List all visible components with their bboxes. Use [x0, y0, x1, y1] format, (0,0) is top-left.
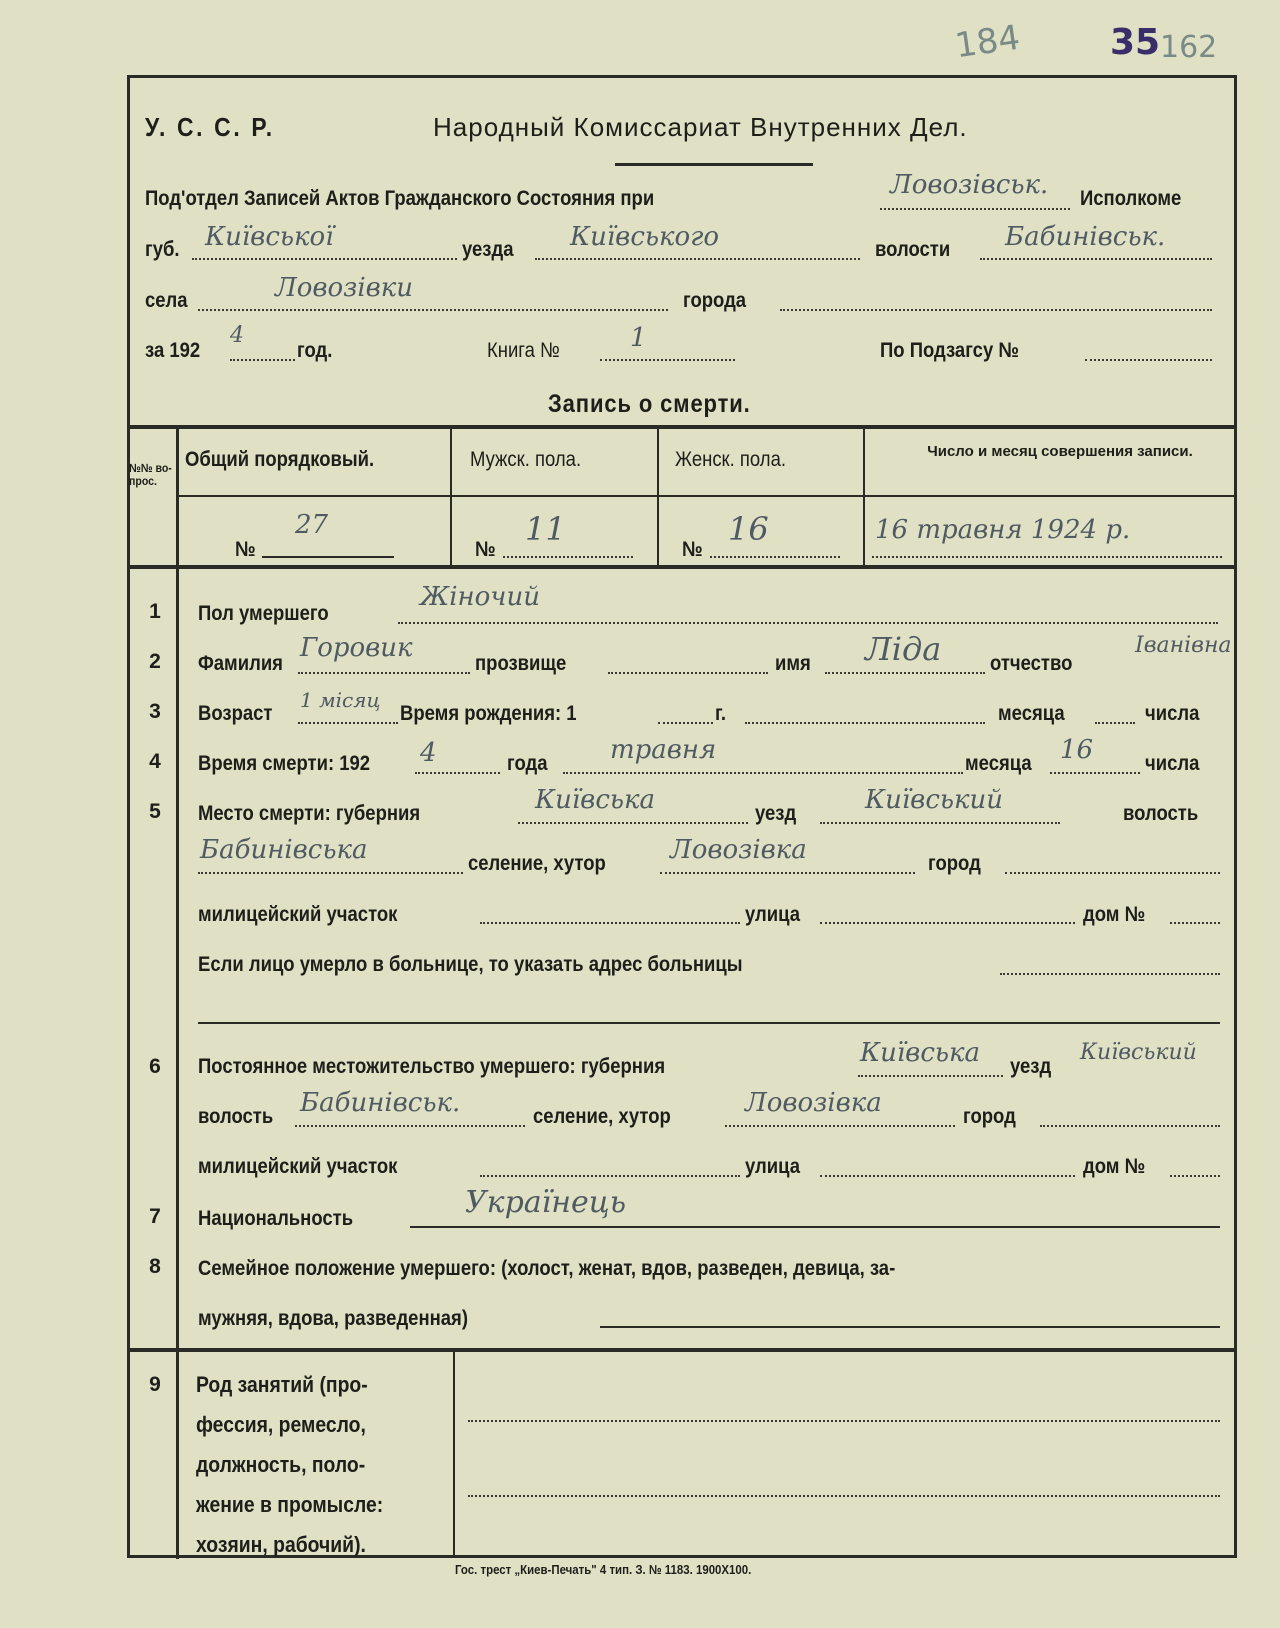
marital-status-label-cont: мужняя, вдова, разведенная) — [198, 1307, 468, 1330]
gorod-label: города — [683, 289, 747, 312]
marital-status-label: Семейное положение умершего: (холост, женат, вдов, разведен, девица, за- — [198, 1257, 896, 1280]
col-record-date: Число и месяц совершения записи. — [927, 443, 1193, 460]
female-number-value: 16 — [728, 510, 769, 548]
row-number: 2 — [149, 650, 161, 673]
birth-label: Время рождения: 1 — [400, 702, 577, 725]
occupation-line: жение в промысле: — [196, 1492, 384, 1517]
death-year-suffix: года — [507, 752, 548, 775]
death-selo-value: Ловозівка — [670, 835, 807, 865]
row-number: 1 — [149, 600, 161, 623]
birth-month-label: месяца — [998, 702, 1065, 725]
year-label: за 192 — [145, 339, 201, 362]
general-number-value: 27 — [295, 510, 329, 540]
sex-value: Жіночий — [420, 582, 540, 612]
no-sign-3: № — [682, 538, 703, 561]
row-number: 9 — [149, 1373, 161, 1396]
residence-militia-label: милицейский участок — [198, 1155, 398, 1178]
archive-ink-number: 35 — [1110, 22, 1161, 63]
death-day-value: 16 — [1060, 735, 1094, 765]
book-label: Книга № — [487, 339, 560, 362]
selo-value: Ловозівки — [275, 273, 414, 303]
patronymic-label: отчество — [990, 652, 1073, 675]
residence-label: Постоянное местожительство умершего: губерния — [198, 1055, 666, 1078]
volost-label: волости — [875, 238, 951, 261]
residence-uezd-value: Київський — [1080, 1040, 1197, 1065]
age-label: Возраст — [198, 702, 273, 725]
residence-volost-value: Бабинівськ. — [300, 1088, 461, 1118]
birth-day-label: числа — [1145, 702, 1200, 725]
nationality-label: Национальность — [198, 1207, 354, 1230]
death-volost-label: волость — [1123, 802, 1199, 825]
gub-label: губ. — [145, 238, 180, 261]
row-number: 8 — [149, 1255, 161, 1278]
gub-value: Київської — [205, 222, 334, 252]
birth-year-suffix: г. — [715, 702, 726, 725]
hospital-label: Если лицо умерло в больнице, то указать адрес больницы — [198, 953, 743, 976]
uezd-value: Київського — [570, 222, 720, 252]
name-value: Ліда — [865, 630, 942, 668]
death-gub-value: Київська — [535, 785, 656, 815]
death-house-label: дом № — [1083, 903, 1146, 926]
patronymic-value: Іванівна — [1135, 633, 1232, 658]
occupation-line: Род занятий (про- — [196, 1372, 368, 1397]
archive-pencil-number: 184 — [952, 17, 1023, 67]
death-selo-label: селение, хутор — [468, 852, 606, 875]
death-month-value: травня — [610, 735, 717, 765]
no-sign-2: № — [475, 538, 496, 561]
surname-value: Горовик — [300, 633, 413, 663]
row-number: 3 — [149, 700, 161, 723]
book-value: 1 — [630, 323, 647, 353]
residence-volost-label: волость — [198, 1105, 274, 1128]
death-place-label: Место смерти: губерния — [198, 802, 421, 825]
death-month-label: месяца — [965, 752, 1032, 775]
surname-label: Фамилия — [198, 652, 283, 675]
title-rule — [615, 163, 813, 166]
residence-uezd-label: уезд — [1010, 1055, 1052, 1078]
subdept-value: Ловозівськ. — [890, 170, 1049, 200]
col-general-number: Общий порядковый. — [185, 448, 375, 471]
residence-selo-label: селение, хутор — [533, 1105, 671, 1128]
question-number-header: №№ во-прос. — [129, 461, 172, 488]
residence-gub-value: Київська — [860, 1038, 981, 1068]
death-gorod-label: город — [928, 852, 981, 875]
volost-value: Бабинівськ. — [1005, 222, 1166, 252]
nickname-label: прозвище — [475, 652, 567, 675]
record-date-value: 16 травня 1924 р. — [875, 515, 1131, 545]
commissariat-title: Народный Комиссариат Внутренних Дел. — [433, 112, 968, 142]
residence-selo-value: Ловозівка — [745, 1088, 882, 1118]
row-number: 4 — [149, 750, 161, 773]
death-year-value: 4 — [420, 738, 437, 768]
sex-label: Пол умершего — [198, 602, 329, 625]
occupation-line: фессия, ремесло, — [196, 1412, 366, 1437]
death-militia-label: милицейский участок — [198, 903, 398, 926]
nationality-value: Українець — [465, 1185, 627, 1220]
death-uezd-label: уезд — [755, 802, 797, 825]
death-time-label: Время смерти: 192 — [198, 752, 371, 775]
row-number: 6 — [149, 1055, 161, 1078]
occupation-label — [196, 1365, 434, 1565]
record-title: Запись о смерти. — [548, 390, 751, 418]
death-volost-value: Бабинівська — [200, 835, 368, 865]
selo-label: села — [145, 289, 188, 312]
name-label: имя — [775, 652, 811, 675]
row-number: 7 — [149, 1205, 161, 1228]
death-street-label: улица — [745, 903, 800, 926]
death-day-label: числа — [1145, 752, 1200, 775]
residence-gorod-label: город — [963, 1105, 1016, 1128]
archive-ink-sub: 162 — [1160, 30, 1218, 65]
death-uezd-value: Київський — [865, 785, 1004, 815]
col-female: Женск. пола. — [675, 448, 786, 471]
no-sign-1: № — [235, 538, 256, 561]
occupation-line: хозяин, рабочий). — [196, 1532, 366, 1557]
age-value: 1 місяц — [300, 688, 381, 712]
podzags-label: По Подзагсу № — [880, 339, 1019, 362]
occupation-line: должность, поло- — [196, 1452, 366, 1477]
male-number-value: 11 — [525, 510, 566, 548]
uezd-label: уезда — [462, 238, 514, 261]
residence-house-label: дом № — [1083, 1155, 1146, 1178]
republic-title: У. С. С. Р. — [145, 112, 275, 142]
ispolkom-label: Исполкоме — [1080, 187, 1182, 210]
year-value: 4 — [230, 323, 244, 348]
printer-imprint: Гос. трест „Киев-Печать" 4 тип. З. № 1183. 1900Х100. — [455, 1562, 752, 1577]
subdept-label: Под'отдел Записей Актов Гражданского Состояния при — [145, 187, 655, 210]
row-number: 5 — [149, 800, 161, 823]
residence-street-label: улица — [745, 1155, 800, 1178]
col-male: Мужск. пола. — [470, 448, 582, 471]
god-label: год. — [297, 339, 333, 362]
